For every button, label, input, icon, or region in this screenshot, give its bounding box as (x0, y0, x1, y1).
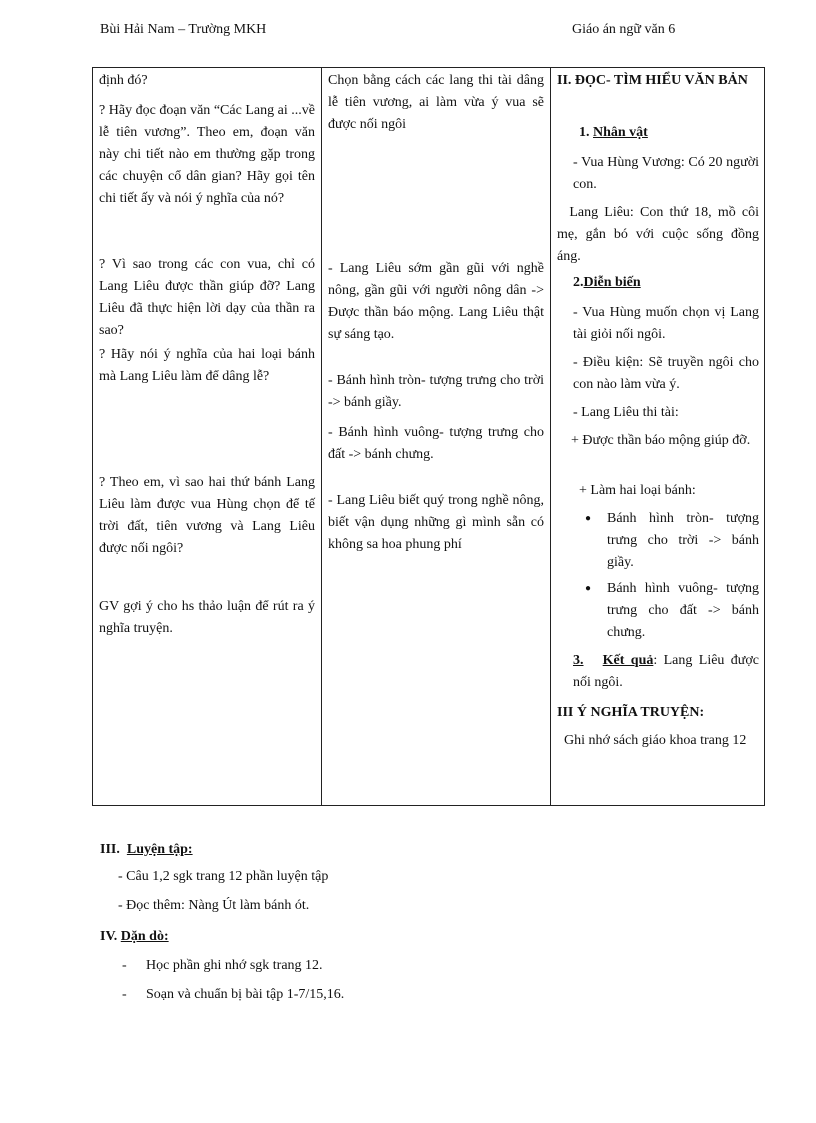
content-text (557, 202, 759, 268)
bullet-dot-icon: ● (585, 583, 592, 594)
bullet-dot-icon: ● (585, 513, 592, 524)
subsection-number: 3. (573, 653, 584, 668)
answer-text: - Bánh hình tròn- tượng trưng cho trời -> bánh giầy. (328, 373, 544, 410)
homework-heading (100, 926, 169, 948)
question-text: GV gợi ý cho hs thảo luận để rút ra ý nghĩa truyện. (99, 599, 315, 636)
homework-item: Học phần ghi nhớ sgk trang 12. (146, 958, 323, 973)
teacher-activity-column (93, 68, 322, 805)
content-text (557, 730, 759, 752)
question-text: ? Theo em, vì sao hai thứ bánh Lang Liêu làm được vua Hùng chọn để tế trời đất, tiên vương và Lang Liêu được nối ngôi? (99, 475, 315, 556)
question-text: ? Hãy nói ý nghĩa của hai loại bánh mà Lang Liêu làm để dâng lễ? (99, 347, 315, 384)
result-detail: : Lang Liêu được nối ngôi. (573, 653, 760, 690)
content-text: - Lang Liêu thi tài: (573, 405, 679, 420)
answer-text: - Bánh hình vuông- tượng trưng cho đất -> bánh chưng. (328, 425, 544, 462)
section-heading: III Ý NGHĨA TRUYỆN: (557, 705, 705, 720)
bullet-text: Bánh hình vuông- tượng trưng cho đất -> bánh chưng. (607, 581, 759, 640)
content-text: - Điều kiện: Sẽ truyền ngôi cho con nào làm vừa ý. (573, 355, 759, 392)
student-activity-column (322, 68, 551, 805)
heading-number: III. (100, 842, 120, 857)
practice-item: - Câu 1,2 sgk trang 12 phần luyện tập (118, 869, 329, 884)
question-text: ? Hãy đọc đoạn văn “Các Lang ai ...về lễ tiên vương”. Theo em, đoạn văn này chi tiết nào em thường gặp trong các chuyện cổ dân gian? Hãy gọi tên chi tiết ấy và nói ý nghĩa của nó? (99, 103, 315, 206)
bullet-text: Bánh hình tròn- tượng trưng cho trời -> bánh giầy. (607, 511, 759, 570)
lesson-table (92, 67, 765, 806)
question-text: ? Vì sao trong các con vua, chỉ có Lang Liêu được thần giúp đỡ? Lang Liêu đã thực hiện lời dạy của thần ra sao? (99, 257, 315, 338)
content-column (551, 68, 765, 805)
practice-heading (100, 839, 193, 861)
subsection-heading (573, 272, 759, 294)
subsection-title: Nhân vật (593, 125, 648, 140)
subsection-title: Diễn biến (583, 275, 641, 290)
section-heading: II. ĐỌC- TÌM HIỂU VĂN BẢN (557, 73, 748, 88)
subsection-title: Kết quả (602, 653, 654, 668)
answer-text: - Lang Liêu sớm gần gũi với nghề nông, gần gũi với người nông dân -> Được thần báo mộng. Lang Liêu thật sự sáng tạo. (328, 261, 544, 342)
practice-item: - Đọc thêm: Nàng Út làm bánh ót. (118, 898, 310, 913)
content-text-inner: Lang Liêu: Con thứ 18, mồ côi mẹ, gắn bó với cuộc sống đồng áng. (557, 205, 759, 264)
subsection-number: 1. (579, 125, 590, 140)
content-text-inner: + Được thần báo mộng giúp đỡ. (571, 433, 751, 448)
homework-bullet: - (122, 987, 127, 1002)
homework-item: Soạn và chuẩn bị bài tập 1-7/15,16. (146, 987, 345, 1002)
answer-text: Chọn bằng cách các lang thi tài dâng lễ tiên vương, ai làm vừa ý vua sẽ được nối ngôi (328, 73, 544, 132)
header-author: Bùi Hải Nam – Trường MKH (100, 22, 267, 37)
result-text (573, 650, 759, 694)
subsection-number: 2. (573, 275, 584, 290)
content-text (557, 430, 759, 452)
content-text-inner: Ghi nhớ sách giáo khoa trang 12 (564, 733, 747, 748)
content-text: - Vua Hùng muốn chọn vị Lang tài giỏi nối ngôi. (573, 305, 759, 342)
question-text: định đó? (99, 73, 148, 88)
content-text: - Vua Hùng Vương: Có 20 người con. (573, 155, 759, 192)
heading-title: Luyện tập: (126, 842, 193, 857)
content-text: + Làm hai loại bánh: (579, 483, 696, 498)
heading-number: IV. (100, 929, 118, 944)
subsection-heading (579, 122, 759, 144)
homework-bullet: - (122, 958, 127, 973)
answer-text: - Lang Liêu biết quý trong nghề nông, biết vận dụng những gì mình sẵn có không sa hoa phung phí (328, 493, 544, 552)
header-title: Giáo án ngữ văn 6 (572, 22, 676, 37)
heading-title: Dặn dò: (120, 929, 169, 944)
